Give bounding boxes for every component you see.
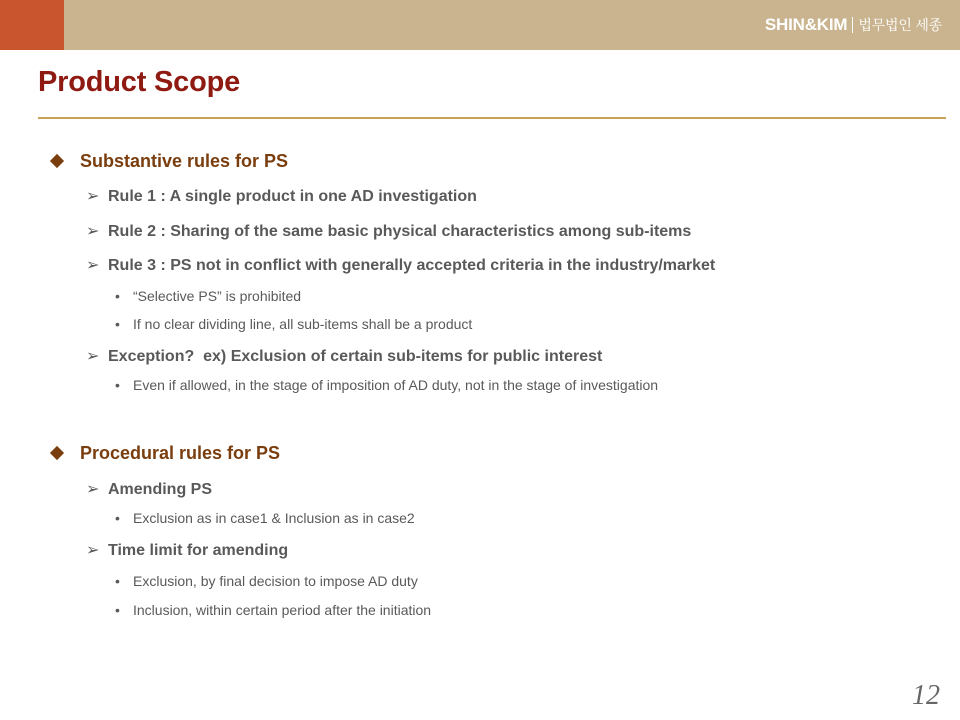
diamond-bullet-icon [50, 446, 64, 460]
dot-bullet-icon: • [115, 377, 120, 393]
rule-item [86, 346, 602, 366]
brand-name: SHIN&KIM [764, 15, 848, 34]
arrow-bullet-icon: ➢ [86, 223, 100, 240]
sub-bullet-text: Exclusion, by final decision to impose AD duty [133, 573, 418, 589]
sub-bullet-text: Even if allowed, in the stage of imposition of AD duty, not in the stage of investigation [133, 377, 659, 393]
sub-bullet-item [115, 602, 431, 618]
dot-bullet-icon: • [115, 510, 120, 526]
sub-bullet-text: “Selective PS” is prohibited [133, 288, 302, 304]
sub-bullet-item [115, 377, 658, 393]
arrow-bullet-icon: ➢ [86, 348, 100, 365]
dot-bullet-icon: • [115, 602, 120, 618]
rule-item [86, 221, 691, 241]
arrow-bullet-icon: ➢ [86, 257, 100, 274]
sub-bullet-text: Inclusion, within certain period after the initiation [133, 602, 432, 618]
rule-item [86, 255, 715, 275]
rule-item [86, 540, 288, 560]
sub-bullet-item [115, 288, 301, 304]
page-number: 12 [912, 680, 940, 711]
diamond-bullet-icon [50, 154, 64, 168]
arrow-bullet-icon: ➢ [86, 481, 100, 498]
section-heading-text: Substantive rules for PS [80, 151, 289, 171]
dot-bullet-icon: • [115, 288, 120, 304]
sub-bullet-item [115, 573, 418, 589]
brand-korean-name: 법무법인 세종 [858, 17, 942, 33]
section-heading [46, 151, 288, 172]
rule-item-text: Rule 3 : PS not in conflict with generally accepted criteria in the industry/market [108, 257, 716, 274]
rule-item-text: Rule 2 : Sharing of the same basic physical characteristics among sub-items [108, 223, 692, 240]
rule-item [86, 479, 212, 499]
rule-item-text: Time limit for amending [108, 542, 289, 559]
section-heading-text: Procedural rules for PS [80, 443, 281, 463]
arrow-bullet-icon: ➢ [86, 542, 100, 559]
sub-bullet-text: Exclusion as in case1 & Inclusion as in case2 [133, 510, 415, 526]
dot-bullet-icon: • [115, 573, 120, 589]
rule-item [86, 186, 477, 206]
slide-title: Product Scope [38, 66, 241, 98]
rule-item-text: Rule 1 : A single product in one AD investigation [108, 188, 477, 205]
sub-bullet-item [115, 316, 472, 332]
sub-bullet-text: If no clear dividing line, all sub-items shall be a product [133, 316, 473, 332]
arrow-bullet-icon: ➢ [86, 188, 100, 205]
dot-bullet-icon: • [115, 316, 120, 332]
section-heading [46, 443, 280, 464]
rule-item-text: Exception? ex) Exclusion of certain sub-items for public interest [108, 348, 603, 365]
rule-item-text: Amending PS [108, 481, 213, 498]
sub-bullet-item [115, 510, 415, 526]
